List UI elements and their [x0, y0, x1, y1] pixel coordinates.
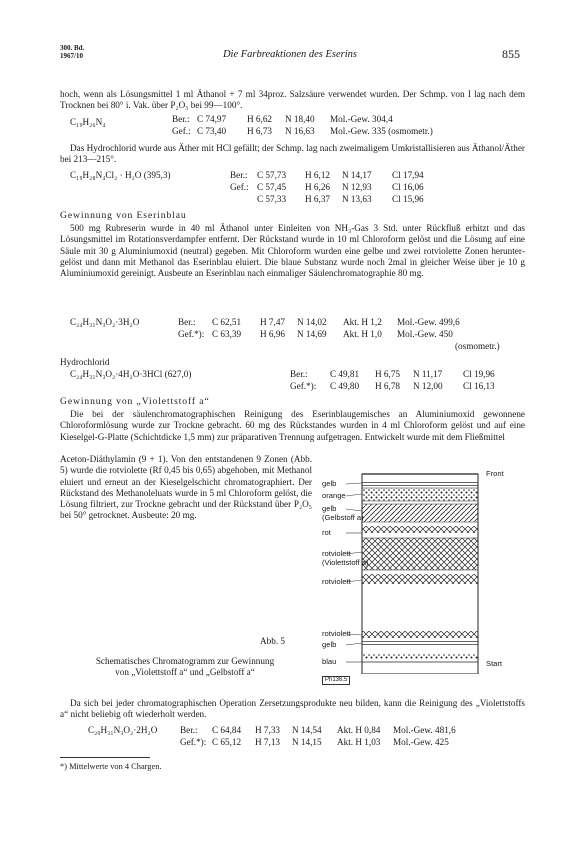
zone-orange — [362, 488, 478, 501]
closing-paragraph: Da sich bei jeder chromatographischen Operation Zersetzungsprodukte neu bilden, kann die Reinigung des „Violettstoffs a“ nicht beliebig oft wiederholt werden. — [60, 698, 525, 720]
analysis-2: C₁₉H₂₈N₄Cl₂ · H₂O (395,3) Ber.: C 57,73 H 6,12 N 14,17 Cl 17,94 Gef.: C 57,45 H 6,26 N 12,93 Cl 16,06 C 57,33 H 6,37 N 13,63 Cl 15,96 — [70, 170, 424, 204]
zone-gelb-2 — [362, 640, 478, 646]
analysis-3: C₂₄H₃₁N₃O₂·3H₂O Ber.: C 62,51 H 7,47 N 14,02 Akt. H 1,2 Mol.-Gew. 499,6 Gef.*): C 63,39 H 6,96 N 14,69 Akt. H 1,0 Mol.-Gew. 450 (osmometr.) — [70, 317, 500, 351]
plate-id: Ph136.5 — [322, 676, 350, 685]
eserinblau-paragraph: 500 mg Rubreserin wurde in 40 ml Äthanol unter Einleiten von NH₃-Gas 3 Std. unter Rückfluß erhitzt und das Lösungsmittel im Rotationsverdampfer entfernt. Der Rückstand wurde in 10 ml Chloroform gelöst und die Lösung auf eine Säule mit 30 g Aluminiumoxid (neutral) gegeben. Mit Chloroform wurden eine gelbe und zwei rotviolette Zonen heruntergelöst und dann mit Methanol das Eserinblau eluiert. Die blaue Substanz wurde noch 2mal in gleicher Weise über je 10 g Aluminiumoxid gereinigt. Ausbeute an Eserinblau nach einmaliger Säulenchromatographie 80 mg. — [60, 223, 525, 279]
zone-label: (Violettstoff a) — [322, 558, 369, 567]
zone-gelb-1 — [362, 480, 478, 486]
zone-label: gelb — [322, 504, 337, 513]
running-title: Die Farbreaktionen des Eserins — [222, 49, 358, 60]
figure-caption: Schematisches Chromatogramm zur Gewinnung von „Violettstoff a“ und „Gelbstoff a“ — [95, 656, 275, 677]
zone-rotviolett-2 — [362, 574, 478, 584]
analysis-4: C₂₀H₃₁N₃O₂·2H₂O Ber.: C 64,84 H 7,33 N 14,54 Akt. H 0,84 Mol.-Gew. 481,6 Gef.*): C 65,12 H 7,13 N 14,15 Akt. H 1,03 Mol.-Gew. 425 — [88, 725, 456, 747]
figure-number: Abb. 5 — [260, 636, 286, 646]
chromatogram-plate — [360, 466, 482, 674]
zone-violettstoff-a — [362, 538, 478, 570]
zone-label: blau — [322, 657, 337, 666]
hydrochloride-paragraph: Das Hydrochlorid wurde aus Äther mit HCl gefällt; der Schmp. lag nach zweimaligem Umkristallisieren aus Äthanol/Äther bei 213—215°. — [60, 143, 525, 165]
volume: 300. Bd. — [60, 44, 85, 52]
zone-rotviolett-3 — [362, 631, 478, 638]
label-leaders — [340, 466, 362, 676]
zone-gelbstoff-a — [362, 504, 478, 522]
page-number: 855 — [502, 47, 520, 61]
zone-label: gelb — [322, 479, 337, 488]
formula: C₁₉H₂₆N₄ — [70, 117, 106, 127]
front-label: Front — [486, 469, 504, 478]
analysis-hydrochlorid: C₂₄H₃₁N₃O₂·4H₂O·3HCl (627,0) Ber.: C 49,81 H 6,75 N 11,17 Cl 19,96 Gef.*): C 49,80 H 6,78 N 12,00 Cl 16,13 — [70, 369, 495, 391]
footnote: *) Mittelwerte von 4 Chargen. — [60, 762, 162, 771]
zone-blau — [362, 654, 478, 659]
analysis-1: C₁₉H₂₆N₄ Ber.: C 74,97 H 6,62 N 18,40 Mol.-Gew. 304,4 Gef.: C 73,40 H 6,73 N 16,63 Mol.-Gew. 335 (osmometr.) — [70, 114, 433, 136]
violett-paragraph-top: Die bei der säulenchromatographischen Reinigung des Eserinblaugemisches an Aluminiumoxid gewonnene Chloroformlösung wurde zur Trockne gebracht. 60 mg des Rückstandes wurden in 4 ml Chloroform gelöst und auf eine Kieselgel-G-Platte (Schichtdicke 1,5 mm) zur präparativen Trennung aufgetragen. Entwickelt wurde mit dem Fließmittel — [60, 409, 525, 442]
section-heading: Gewinnung von „Violettstoff a“ — [60, 396, 210, 407]
zone-label: (Gelbstoff a) — [322, 513, 364, 522]
formula: C₂₄H₃₁N₃O₂·4H₂O·3HCl (627,0) — [70, 369, 192, 379]
section-heading: Gewinnung von Eserinblau — [60, 210, 187, 221]
formula: C₁₉H₂₈N₄Cl₂ · H₂O (395,3) — [70, 170, 171, 180]
intro-paragraph: hoch, wenn als Lösungsmittel 1 ml Äthanol + 7 ml 34proz. Salzsäure verwendet wurden. Der Schmp. von I lag nach dem Trocknen bei 80° i. Vak. über P₂O₅ bei 99—100°. — [60, 89, 525, 111]
zone-label: rot — [322, 528, 331, 537]
zone-label: orange — [322, 491, 346, 500]
zone-label: rotviolett — [322, 629, 351, 638]
formula: C₂₄H₃₁N₃O₂·3H₂O — [70, 317, 140, 327]
year: 1967/10 — [60, 52, 83, 60]
zone-label: rotviolett — [322, 577, 351, 586]
zone-label: rotviolett — [322, 549, 351, 558]
start-label: Start — [486, 659, 503, 668]
footnote-rule — [60, 757, 150, 758]
zone-label: gelb — [322, 640, 337, 649]
formula: C₂₀H₃₁N₃O₂·2H₂O — [88, 725, 158, 735]
zone-rot — [362, 526, 478, 533]
hydrochlorid-heading: Hydrochlorid — [60, 357, 110, 367]
violett-paragraph-narrow: Aceton-Diäthylamin (9 + 1). Von den entstandenen 9 Zonen (Abb. 5) wurde die rotviolette (Rf 0,45 bis 0,65) abgehoben, mit Methanol eluiert und erneut an der Kieselgelschicht chromatographiert. Der Rückstand des Methanoleluats wurde in 5 ml Chloroform gelöst, die Lösung filtriert, zur Trockne gebracht und der Rückstand über P₂O₅ bei 50° getrocknet. Ausbeute: 20 mg. — [60, 454, 312, 521]
